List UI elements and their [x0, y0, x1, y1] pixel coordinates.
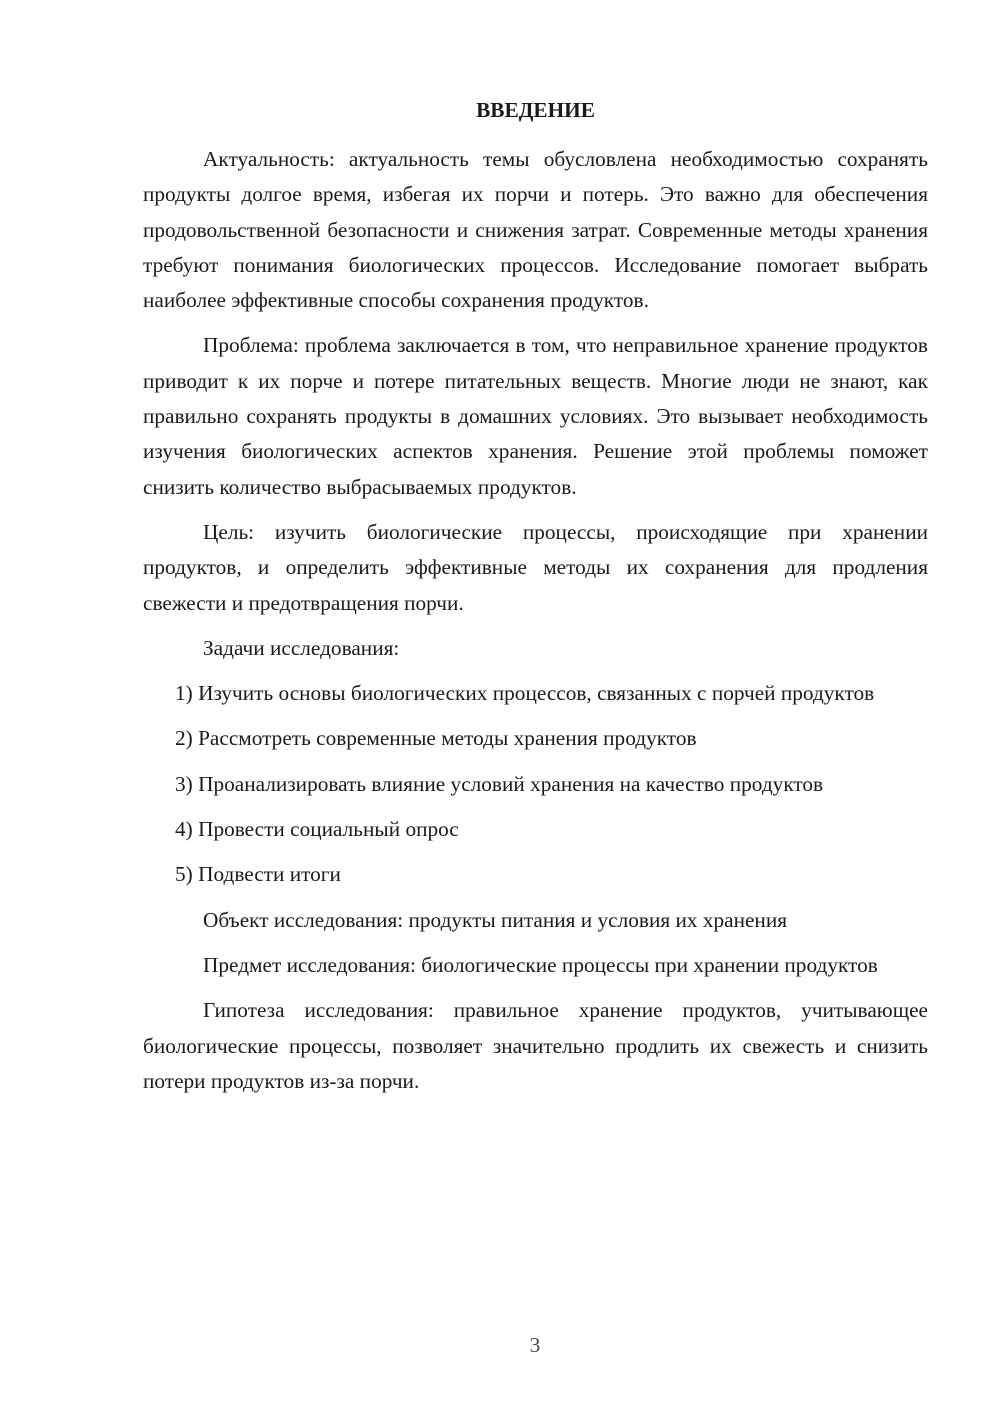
task-item: 1) Изучить основы биологических процессов, связанных с порчей продуктов	[175, 681, 875, 706]
object-paragraph: Объект исследования: продукты питания и условия их хранения	[203, 907, 788, 932]
subject-paragraph: Предмет исследования: биологические процессы при хранении продуктов	[203, 952, 878, 977]
document-page	[143, 88, 928, 1109]
tasks-heading: Задачи исследования:	[203, 635, 400, 660]
relevance-paragraph: Актуальность: актуальность темы обусловлена необходимостью сохранять продукты долгое время, избегая их порчи и потерь. Это важно для обеспечения продовольственной безопасности и снижения затрат. Современные методы хранения требуют понимания биологических процессов. Исследование помогает выбрать наиболее эффективные способы сохранения продуктов.	[143, 147, 928, 313]
page-number: 3	[529, 1333, 541, 1357]
goal-paragraph: Цель: изучить биологические процессы, происходящие при хранении продуктов, и определить эффективные методы их сохранения для продления свежести и предотвращения порчи.	[143, 519, 928, 615]
task-item: 5) Подвести итоги	[175, 862, 341, 887]
task-item: 4) Провести социальный опрос	[175, 817, 459, 842]
task-item: 2) Рассмотреть современные методы хранения продуктов	[175, 726, 697, 751]
task-item: 3) Проанализировать влияние условий хранения на качество продуктов	[175, 771, 824, 796]
page-title: ВВЕДЕНИЕ	[476, 98, 595, 122]
hypothesis-paragraph: Гипотеза исследования: правильное хранение продуктов, учитывающее биологические процессы, позволяет значительно продлить их свежесть и снизить потери продуктов из-за порчи.	[143, 998, 928, 1093]
problem-paragraph: Проблема: проблема заключается в том, что неправильное хранение продуктов приводит к их порче и потере питательных веществ. Многие люди не знают, как правильно сохранять продукты в домашних условиях. Это вызывает необходимость изучения биологических аспектов хранения. Решение этой проблемы поможет снизить количество выбрасываемых продуктов.	[143, 333, 928, 499]
